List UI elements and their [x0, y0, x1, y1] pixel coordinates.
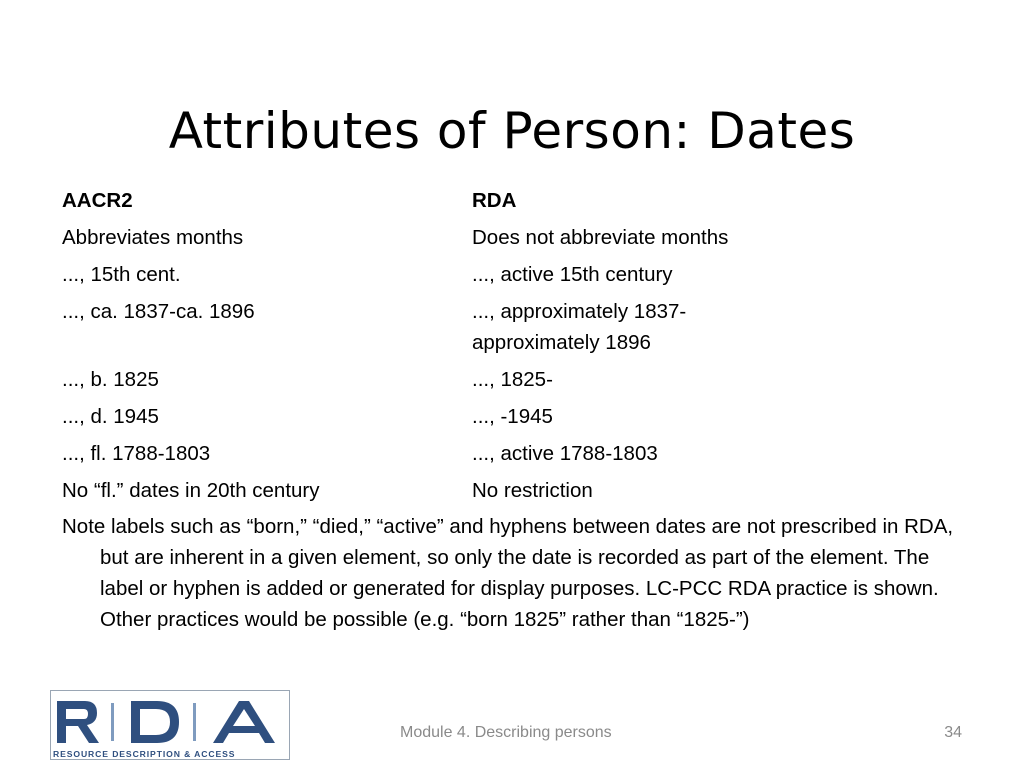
- table-header-row: [62, 185, 962, 216]
- slide-title: Attributes of Person: Dates: [168, 101, 856, 160]
- note-paragraph: Note labels such as “born,” “died,” “active” and hyphens between dates are not prescribed in RDA, but are inherent in a given element, so only the date is recorded as part of the element. The label or hyphen is added or generated for display purposes. LC-PCC RDA practice is shown. Other practices would be possible (e.g. “born 1825” rather than “1825-”): [62, 515, 954, 631]
- table-row: [62, 401, 962, 432]
- table-row: [62, 259, 962, 290]
- rda-logo-letters: [57, 701, 275, 743]
- footer-module-label: Module 4. Describing persons: [400, 724, 612, 741]
- page-number: 34: [944, 724, 962, 741]
- rda-cell-line: approximately 1896: [472, 331, 651, 354]
- rda-logo-graphic: [51, 691, 289, 759]
- rda-cell-line: ..., approximately 1837-: [472, 300, 687, 323]
- aacr2-cell: No “fl.” dates in 20th century: [62, 479, 320, 502]
- comparison-table: [62, 185, 962, 512]
- aacr2-cell: ..., fl. 1788-1803: [62, 442, 211, 465]
- rda-logo: [50, 690, 290, 760]
- aacr2-cell: ..., 15th cent.: [62, 263, 181, 286]
- table-row: [62, 364, 962, 395]
- table-row: [62, 296, 962, 358]
- aacr2-cell: ..., b. 1825: [62, 368, 159, 391]
- aacr2-cell: ..., d. 1945: [62, 405, 159, 428]
- column-header-rda: RDA: [472, 189, 517, 212]
- logo-letter-d: [131, 701, 179, 743]
- logo-divider: [193, 703, 196, 741]
- logo-tagline: RESOURCE DESCRIPTION & ACCESS: [53, 749, 236, 759]
- rda-cell: ..., -1945: [472, 405, 553, 428]
- logo-letter-a: [213, 701, 275, 743]
- logo-divider: [111, 703, 114, 741]
- table-row: [62, 475, 962, 506]
- rda-cell: ..., active 1788-1803: [472, 442, 658, 465]
- column-header-aacr2: AACR2: [62, 189, 133, 212]
- table-row: [62, 222, 962, 253]
- rda-cell: [472, 296, 772, 358]
- aacr2-cell: Abbreviates months: [62, 226, 244, 249]
- rda-cell: No restriction: [472, 479, 593, 502]
- rda-cell: ..., active 15th century: [472, 263, 673, 286]
- rda-cell: ..., 1825-: [472, 368, 553, 391]
- rda-cell: Does not abbreviate months: [472, 226, 729, 249]
- aacr2-cell: ..., ca. 1837-ca. 1896: [62, 300, 255, 323]
- logo-letter-r: [57, 701, 99, 743]
- table-row: [62, 438, 962, 469]
